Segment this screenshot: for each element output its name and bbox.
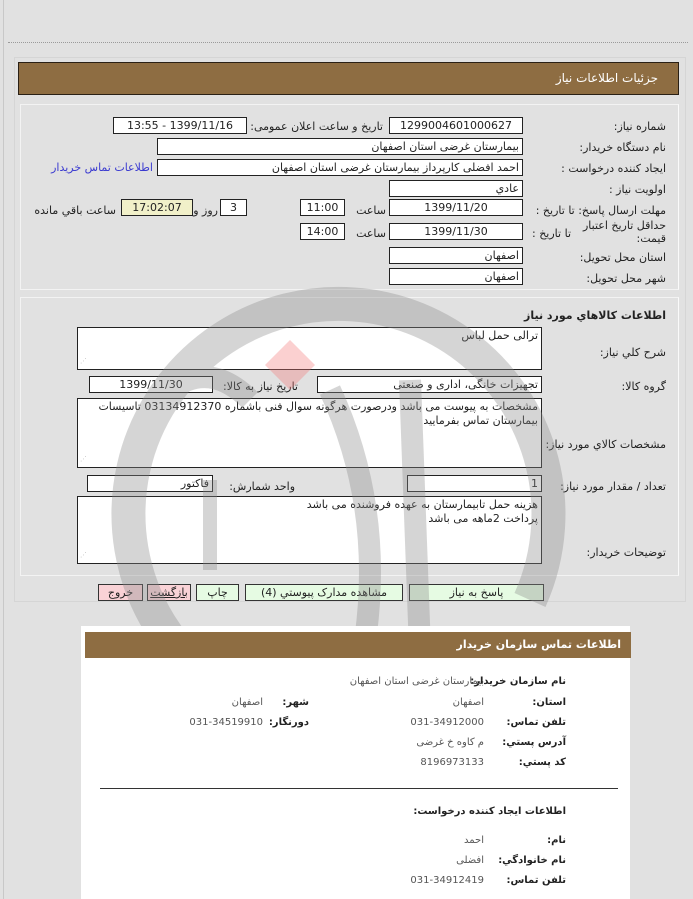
page-title: جزئيات اطلاعات نياز <box>18 62 679 95</box>
buyer-notes-line1: هزینه حمل تابیمارستان به عهده فروشنده می باشد <box>306 498 538 511</box>
top-dotted-separator <box>8 42 688 43</box>
days-and-label: روز و <box>193 204 218 217</box>
reply-deadline-label: مهلت ارسال پاسخ: تا تاريخ : <box>535 204 666 217</box>
last-name-value: افضلی <box>456 855 484 866</box>
goods-group-field: تجهیزات خانگی، اداری و صنعتی <box>317 376 542 393</box>
need-date-field: 1399/11/30 <box>89 376 213 393</box>
city-value: اصفهان <box>231 697 263 708</box>
price-validity-date-field: 1399/11/30 <box>389 223 523 240</box>
org-name-label: نام سازمان خريدار: <box>470 676 566 687</box>
creator-field: احمد افضلی کارپرداز بیمارستان غرضی استان اصفهان <box>157 159 523 176</box>
general-desc-textarea <box>77 327 542 370</box>
announce-date-label: تاريخ و ساعت اعلان عمومی: <box>250 120 383 133</box>
price-validity-to-label: تا تاريخ : <box>532 227 571 240</box>
creator-phone-value: 031-34912419 <box>410 875 484 886</box>
buyer-contact-link[interactable]: اطلاعات تماس خريدار <box>51 161 153 174</box>
creator-phone-label: تلفن تماس: <box>506 875 566 886</box>
goods-group-label: گروه کالا: <box>621 380 666 393</box>
need-number-label: شماره نياز: <box>613 120 666 133</box>
postal-code-value: 8196973133 <box>420 757 484 768</box>
postal-code-label: کد پستي: <box>518 757 566 768</box>
unit-label: واحد شمارش: <box>229 480 295 493</box>
province-value: اصفهان <box>452 697 484 708</box>
delivery-province-field: اصفهان <box>389 247 523 264</box>
price-validity-label-line1: حداقل تاريخ اعتبار <box>582 219 666 232</box>
general-desc-label: شرح کلي نياز: <box>599 346 666 359</box>
reply-deadline-date-field: 1399/11/20 <box>389 199 523 216</box>
specs-textarea <box>77 398 542 468</box>
resize-grip-icon[interactable]: ⋰ <box>80 551 87 559</box>
reply-deadline-time-field: 11:00 <box>300 199 345 216</box>
price-validity-time-field: 14:00 <box>300 223 345 240</box>
contact-divider <box>100 788 618 789</box>
resize-grip-icon[interactable]: ⋰ <box>80 357 87 365</box>
first-name-value: احمد <box>464 835 484 846</box>
fax-value: 031-34519910 <box>189 717 263 728</box>
page-left-border <box>3 0 4 899</box>
price-validity-label <box>583 219 666 245</box>
contact-card-title: اطلاعات تماس سازمان خريدار <box>85 632 631 658</box>
buyer-notes-textarea <box>77 496 542 564</box>
delivery-city-field: اصفهان <box>389 268 523 285</box>
address-label: آدرس پستي: <box>502 737 566 748</box>
price-validity-time-label: ساعت <box>356 227 386 240</box>
last-name-label: نام خانوادگي: <box>498 855 566 866</box>
province-label: استان: <box>532 697 566 708</box>
remaining-time-field: 17:02:07 <box>121 199 193 216</box>
buyer-contact-card <box>81 626 693 899</box>
remaining-suffix-label: ساعت باقي مانده <box>34 204 116 217</box>
unit-field: فاکتور <box>87 475 213 492</box>
buyer-notes-label: توضيحات خريدار: <box>586 546 666 559</box>
specs-text: مشخصات به پیوست می باشد ودرصورت هرگونه سوال فنی باشماره 03134912370 تاسیسات بیمارستان تماس بفرمایید <box>98 400 538 427</box>
exit-button[interactable]: خروج <box>98 584 143 601</box>
print-button[interactable]: چاپ <box>196 584 239 601</box>
creator-section-title: اطلاعات ايجاد کننده درخواست: <box>413 806 566 817</box>
quantity-field: 1 <box>407 475 542 492</box>
phone-value: 031-34912000 <box>410 717 484 728</box>
resize-grip-icon[interactable]: ⋰ <box>80 455 87 463</box>
phone-label: تلفن تماس: <box>506 717 566 728</box>
buyer-org-field: بیمارستان غرضی استان اصفهان <box>157 138 523 155</box>
goods-section-title: اطلاعات کالاهاي مورد نياز <box>524 309 666 322</box>
city-label: شهر: <box>282 697 309 708</box>
view-attachments-button[interactable]: مشاهده مدارک پيوستي (4) <box>245 584 403 601</box>
announce-date-field: 1399/11/16 - 13:55 <box>113 117 247 134</box>
remaining-days-field: 3 <box>220 199 247 216</box>
buyer-notes-line2: پرداخت 2ماهه می باشد <box>428 512 538 525</box>
delivery-province-label: استان محل تحويل: <box>579 251 666 264</box>
need-date-label: تاريخ نياز به کالا: <box>223 380 298 393</box>
quantity-label: تعداد / مقدار مورد نياز: <box>560 480 666 493</box>
contact-card-margin <box>630 620 693 899</box>
reply-deadline-time-label: ساعت <box>356 204 386 217</box>
buyer-org-label: نام دستگاه خريدار: <box>579 141 666 154</box>
price-validity-label-line2: قيمت: <box>636 232 666 245</box>
need-number-field: 1299004601000627 <box>389 117 523 134</box>
creator-label: ايجاد کننده درخواست : <box>561 162 666 175</box>
priority-label: اولويت نياز : <box>608 183 666 196</box>
back-button[interactable]: بازگشت <box>147 584 191 601</box>
reply-to-need-button[interactable]: پاسخ به نياز <box>409 584 544 601</box>
general-desc-text: ترالی حمل لباس <box>461 329 538 342</box>
address-value: م کاوه خ غرضی <box>416 737 484 748</box>
delivery-city-label: شهر محل تحويل: <box>586 272 666 285</box>
specs-label: مشخصات کالاي مورد نياز: <box>545 438 666 451</box>
fax-label: دورنگار: <box>268 717 309 728</box>
org-name-value: بیمارستان غرضی استان اصفهان <box>349 676 484 687</box>
priority-field: عادي <box>389 180 523 197</box>
first-name-label: نام: <box>547 835 566 846</box>
